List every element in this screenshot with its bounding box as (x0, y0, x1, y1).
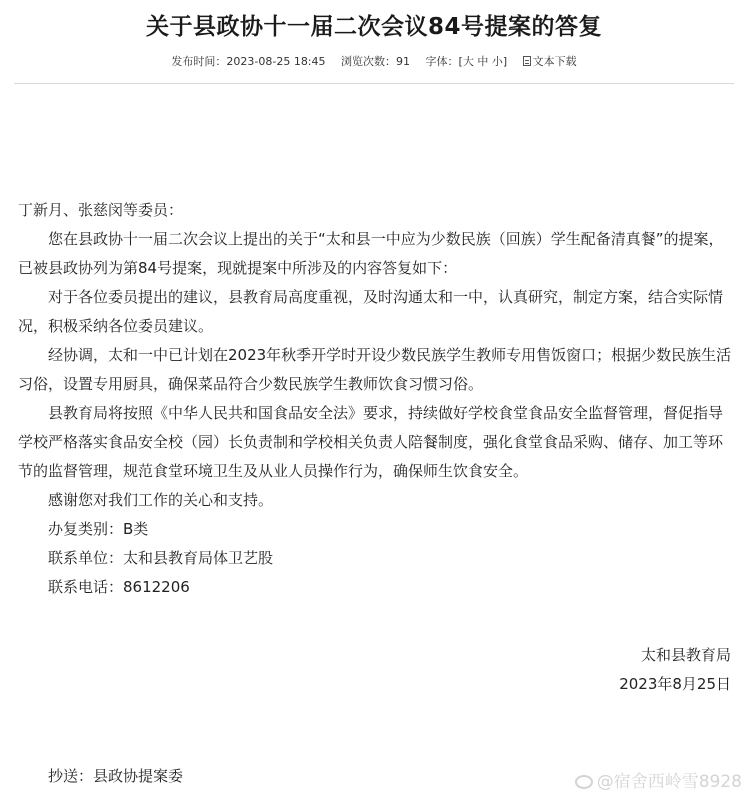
view-count (341, 55, 410, 68)
letter-body (18, 196, 736, 602)
watermark (575, 767, 742, 792)
publish-time-label: 发布时间： (171, 55, 227, 68)
font-bracket-close: ] (502, 55, 508, 68)
font-small-link[interactable]: 小 (491, 55, 503, 68)
signature-org: 太和县教育局 (640, 646, 731, 664)
font-large-link[interactable]: 大 (462, 55, 474, 68)
signature-date: 2023年8月25日 (619, 675, 731, 693)
signature-block (619, 641, 731, 699)
page-title: 关于县政协十一届二次会议84号提案的答复 (145, 14, 602, 40)
contact-phone: 联系电话：8612206 (48, 578, 190, 596)
view-count-label: 浏览次数： (341, 55, 397, 68)
watermark-text: @宿舍西岭雪8928 (596, 772, 742, 792)
reply-category: 办复类别：B类 (48, 520, 149, 538)
text-download-link[interactable] (523, 55, 577, 68)
paragraph: 感谢您对我们工作的关心和支持。 (48, 491, 274, 509)
paragraph: 经协调，太和一中已计划在2023年秋季开学时开设少数民族学生教师专用售饭窗口；根据少数民族生活习俗，设置专用厨具，确保菜品符合少数民族学生教师饮食习惯习俗。 (18, 346, 732, 393)
document-icon (523, 56, 531, 66)
paragraph: 您在县政协十一届二次会议上提出的关于“太和县一中应为少数民族（回族）学生配备清真餐”的提案，已被县政协列为第84号提案，现就提案中所涉及的内容答复如下： (18, 230, 724, 277)
salutation: 丁新月、张慈闵等委员： (18, 201, 184, 219)
article-meta (0, 53, 748, 69)
font-size-label: 字体： (425, 55, 459, 68)
contact-unit: 联系单位：太和县教育局体卫艺股 (48, 549, 274, 567)
text-download-label: 文本下载 (532, 55, 577, 68)
header-divider (14, 83, 734, 84)
cc-line: 抄送：县政协提案委 (48, 767, 184, 785)
weibo-icon (575, 775, 593, 789)
view-count-value: 91 (396, 55, 411, 68)
font-size-selector (426, 55, 508, 68)
publish-time-value: 2023-08-25 18:45 (226, 55, 326, 68)
font-medium-link[interactable]: 中 (477, 55, 489, 68)
paragraph: 县教育局将按照《中华人民共和国食品安全法》要求，持续做好学校食堂食品安全监督管理，督促指导学校严格落实食品安全校（园）长负责制和学校相关负责人陪餐制度，强化食堂食品采购、储存、加工等环节的监督管理，规范食堂环境卫生及从业人员操作行为，确保师生饮食安全。 (18, 404, 724, 480)
paragraph: 对于各位委员提出的建议，县教育局高度重视，及时沟通太和一中，认真研究，制定方案，结合实际情况，积极采纳各位委员建议。 (18, 288, 724, 335)
publish-time (171, 55, 325, 68)
font-bracket-open: [ (458, 55, 463, 68)
